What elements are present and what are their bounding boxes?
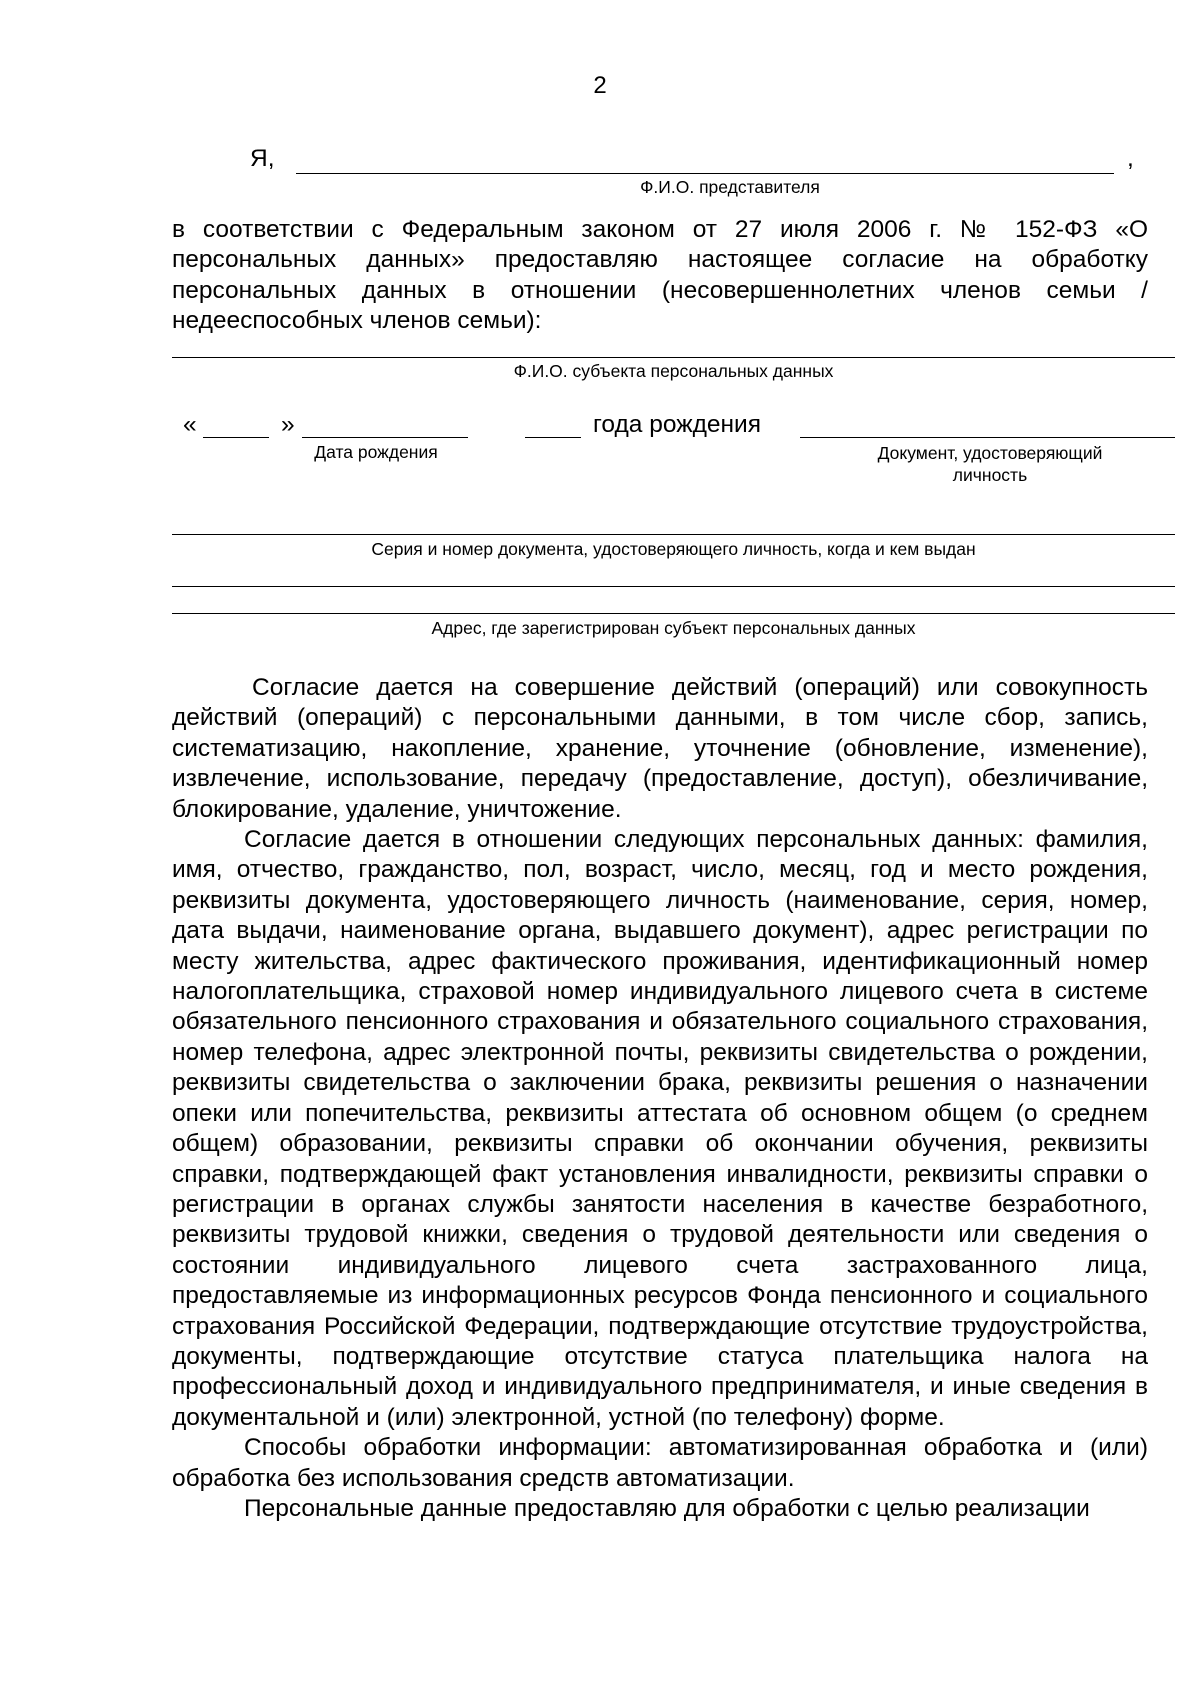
subject-name-field[interactable] — [172, 357, 1175, 358]
document-caption: Документ, удостоверяющий личность — [877, 443, 1103, 485]
date-caption: Дата рождения — [314, 442, 438, 462]
quote-open: « — [183, 411, 197, 438]
processing-methods-paragraph: Способы обработки информации: автоматизированная обработка и (или) обработка без использования средств автоматизации. — [172, 1434, 1148, 1492]
year-label: года рождения — [593, 411, 761, 438]
birth-year-field[interactable] — [525, 437, 581, 438]
representative-prefix: Я, — [250, 145, 275, 172]
intro-paragraph — [172, 215, 1148, 337]
subject-caption: Ф.И.О. субъекта персональных данных — [513, 361, 834, 381]
address-field-2[interactable] — [172, 613, 1175, 614]
page-number: 2 — [593, 72, 607, 99]
birth-month-field[interactable] — [302, 437, 468, 438]
series-caption: Серия и номер документа, удостоверяющего личность, когда и кем выдан — [371, 539, 976, 559]
series-number-field[interactable] — [172, 534, 1175, 535]
address-field-1[interactable] — [172, 586, 1175, 587]
operations-paragraph: Согласие дается на совершение действий (операций) или совокупность действий (операций) с персональными данными, в том числе сбор, запись, систематизацию, накопление, хранение, уточнение (обновление, изменение), извлечение, использование, передачу (предоставление, доступ), обезличивание, блокирование, удаление, уничтожение. — [172, 674, 1148, 823]
representative-suffix: , — [1127, 145, 1134, 172]
address-caption: Адрес, где зарегистрирован субъект персональных данных — [431, 618, 916, 638]
representative-caption: Ф.И.О. представителя — [640, 177, 820, 197]
purpose-paragraph: Персональные данные предоставляю для обработки с целью реализации — [244, 1494, 1090, 1522]
consent-body — [172, 673, 1148, 1524]
intro-text: в соответствии с Федеральным законом от 27 июля 2006 г. № 152-ФЗ «О персональных данных» предоставляю настоящее согласие на обработку персональных данных в отношении (несовершеннолетних членов семьи / недееспособных членов семьи): — [172, 216, 1148, 335]
data-list-paragraph: Согласие дается в отношении следующих персональных данных: фамилия, имя, отчество, гражданство, пол, возраст, число, месяц, год и место рождения, реквизиты документа, удостоверяющего личность (наименование, серия, номер, дата выдачи, наименование органа, выдавшего документ), адрес регистрации по месту жительства, адрес фактического проживания, идентификационный номер налогоплательщика, страховой номер индивидуального лицевого счета в системе обязательного пенсионного страхования и обязательного социального страхования, номер телефона, адрес электронной почты, реквизиты свидетельства о рождении, реквизиты свидетельства о заключении брака, реквизиты решения о назначении опеки или попечительства, реквизиты аттестата об основном общем (о среднем общем) образовании, реквизиты справки об окончании обучения, реквизиты справки, подтверждающей факт установления инвалидности, реквизиты справки о регистрации в органах службы занятости населения в качестве безработного, реквизиты трудовой книжки, сведения о трудовой деятельности или сведения о состоянии индивидуального лицевого счета застрахованного лица, предоставляемые из информационных ресурсов Фонда пенсионного и социального страхования Российской Федерации, подтверждающие отсутствие трудоустройства, документы, подтверждающие отсутствие статуса плательщика налога на профессиональный доход и индивидуального предпринимателя, и иные сведения в документальной и (или) электронной, устной (по телефону) форме. — [172, 826, 1148, 1431]
identity-document-field[interactable] — [800, 437, 1175, 438]
representative-name-field[interactable] — [296, 173, 1114, 174]
quote-close: » — [281, 411, 295, 438]
birth-day-field[interactable] — [203, 437, 269, 438]
